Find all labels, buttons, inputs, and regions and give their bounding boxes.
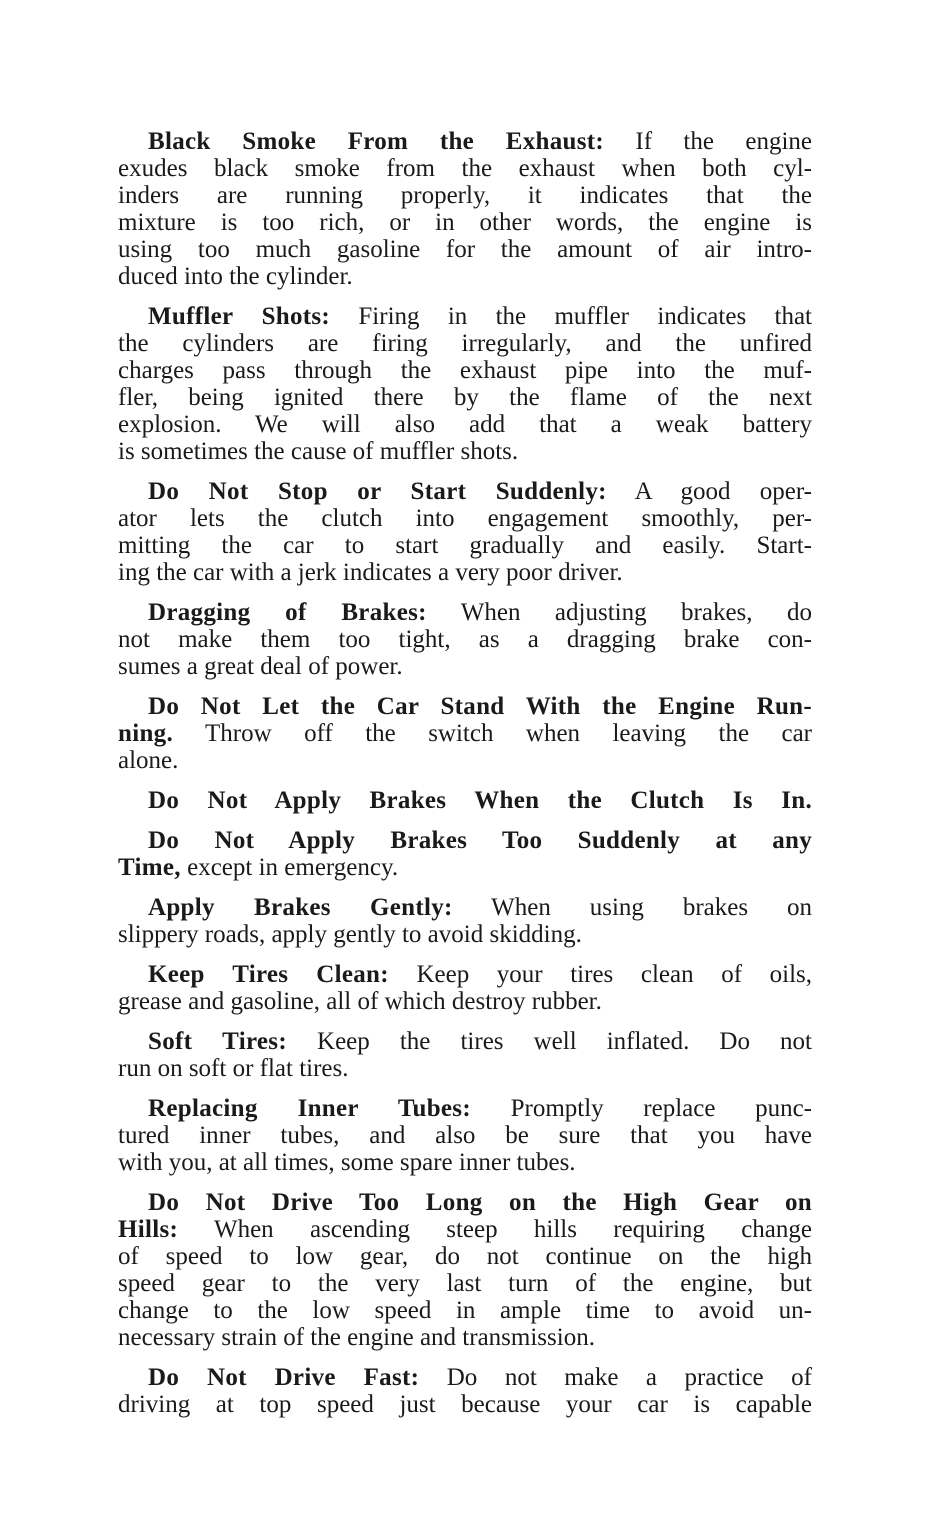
paragraph [118, 128, 812, 290]
paragraph-heading: Do Not Drive Too Long on the High Gear on [148, 1189, 812, 1216]
paragraph-text: explosion. We will also add that a weak battery [118, 411, 812, 438]
text-line [118, 1189, 812, 1216]
text-line [118, 438, 812, 465]
text-line [118, 599, 812, 626]
text-line [118, 1270, 812, 1297]
paragraph [118, 787, 812, 814]
text-line [118, 1028, 812, 1055]
paragraph-text: inders are running properly, it indicates that the [118, 182, 812, 209]
paragraph-text: mixture is too rich, or in other words, the engine is [118, 209, 812, 236]
text-line [118, 263, 812, 290]
paragraph-text: using too much gasoline for the amount of air intro- [118, 236, 812, 263]
text-line [118, 1364, 812, 1391]
text-line [118, 559, 812, 586]
paragraph-text: Throw off the switch when leaving the car [173, 720, 812, 747]
paragraph [118, 599, 812, 680]
paragraph-heading: Dragging of Brakes: [148, 599, 427, 626]
paragraph-text: driving at top speed just because your car is capable [118, 1391, 812, 1418]
paragraph [118, 693, 812, 774]
paragraph-heading: Do Not Let the Car Stand With the Engine Run- [148, 693, 812, 720]
paragraph-text: of speed to low gear, do not continue on the high [118, 1243, 812, 1270]
paragraph [118, 1364, 812, 1418]
paragraph-text: Firing in the muffler indicates that [330, 303, 812, 330]
paragraph-text: exudes black smoke from the exhaust when both cyl- [118, 155, 812, 182]
paragraph-heading: Do Not Apply Brakes Too Suddenly at any [148, 827, 812, 854]
paragraph-text: with you, at all times, some spare inner tubes. [118, 1149, 576, 1176]
paragraph-text: not make them too tight, as a dragging brake con- [118, 626, 812, 653]
paragraph-heading: Do Not Drive Fast: [148, 1364, 420, 1391]
text-line [118, 128, 812, 155]
paragraph-text: the cylinders are firing irregularly, and the unfired [118, 330, 812, 357]
paragraph-text: duced into the cylinder. [118, 263, 353, 290]
text-line [118, 747, 812, 774]
paragraph-text: alone. [118, 747, 179, 774]
text-line [118, 303, 812, 330]
paragraph-text: run on soft or flat tires. [118, 1055, 349, 1082]
text-line [118, 384, 812, 411]
text-line [118, 182, 812, 209]
paragraph-text: sumes a great deal of power. [118, 653, 403, 680]
paragraph [118, 303, 812, 465]
paragraph-text: ing the car with a jerk indicates a very poor driver. [118, 559, 623, 586]
paragraph-heading: Black Smoke From the Exhaust: [148, 128, 605, 155]
paragraph [118, 1028, 812, 1082]
paragraph-text: fler, being ignited there by the flame of the next [118, 384, 812, 411]
paragraph [118, 478, 812, 586]
paragraph-text: A good oper- [606, 478, 812, 505]
paragraph-text: tured inner tubes, and also be sure that you have [118, 1122, 812, 1149]
text-line [118, 1055, 812, 1082]
paragraph-heading: Hills: [118, 1216, 179, 1243]
paragraph-heading: Replacing Inner Tubes: [148, 1095, 471, 1122]
paragraph-text: Do not make a practice of [419, 1364, 812, 1391]
paragraph-text: When using brakes on [452, 894, 812, 921]
paragraph-text: When adjusting brakes, do [426, 599, 812, 626]
text-line [118, 988, 812, 1015]
paragraph [118, 894, 812, 948]
paragraph-text: If the engine [604, 128, 812, 155]
text-line [118, 478, 812, 505]
text-line [118, 236, 812, 263]
text-line [118, 653, 812, 680]
paragraph-text: slippery roads, apply gently to avoid skidding. [118, 921, 582, 948]
text-line [118, 1122, 812, 1149]
text-line [118, 330, 812, 357]
text-line [118, 854, 812, 881]
text-line [118, 787, 812, 814]
text-line [118, 961, 812, 988]
paragraph-text: ator lets the clutch into engagement smoothly, per- [118, 505, 812, 532]
paragraph-text: Keep the tires well inflated. Do not [286, 1028, 812, 1055]
text-line [118, 894, 812, 921]
paragraph-heading: ning. [118, 720, 174, 747]
paragraph [118, 827, 812, 881]
paragraph-text: necessary strain of the engine and transmission. [118, 1324, 595, 1351]
paragraph-text: change to the low speed in ample time to avoid un- [118, 1297, 812, 1324]
paragraph [118, 1189, 812, 1351]
paragraph [118, 1095, 812, 1176]
text-line [118, 1324, 812, 1351]
paragraph-text: speed gear to the very last turn of the engine, but [118, 1270, 812, 1297]
text-line [118, 155, 812, 182]
paragraph-text: When ascending steep hills requiring change [178, 1216, 812, 1243]
text-line [118, 1216, 812, 1243]
text-line [118, 209, 812, 236]
text-line [118, 1391, 812, 1418]
paragraph-heading: Time, [118, 854, 181, 881]
text-line [118, 921, 812, 948]
paragraph-text: grease and gasoline, all of which destroy rubber. [118, 988, 602, 1015]
text-line [118, 720, 812, 747]
paragraph-text: Promptly replace punc- [470, 1095, 812, 1122]
paragraph-heading: Do Not Apply Brakes When the Clutch Is In. [148, 787, 812, 814]
text-line [118, 693, 812, 720]
text-line [118, 1243, 812, 1270]
text-line [118, 626, 812, 653]
text-line [118, 505, 812, 532]
document-page [118, 128, 812, 1431]
paragraph-heading: Keep Tires Clean: [148, 961, 389, 988]
paragraph-text: except in emergency. [180, 854, 399, 881]
paragraph-heading: Apply Brakes Gently: [148, 894, 453, 921]
text-line [118, 1149, 812, 1176]
text-line [118, 411, 812, 438]
text-line [118, 532, 812, 559]
paragraph-text: Keep your tires clean of oils, [388, 961, 813, 988]
paragraph-text: mitting the car to start gradually and easily. Start- [118, 532, 812, 559]
text-line [118, 1297, 812, 1324]
text-line [118, 827, 812, 854]
text-line [118, 1095, 812, 1122]
paragraph-text: charges pass through the exhaust pipe into the muf- [118, 357, 812, 384]
text-line [118, 357, 812, 384]
paragraph-heading: Muffler Shots: [148, 303, 331, 330]
paragraph-heading: Soft Tires: [148, 1028, 287, 1055]
paragraph-heading: Do Not Stop or Start Suddenly: [148, 478, 607, 505]
paragraph [118, 961, 812, 1015]
paragraph-text: is sometimes the cause of muffler shots. [118, 438, 519, 465]
